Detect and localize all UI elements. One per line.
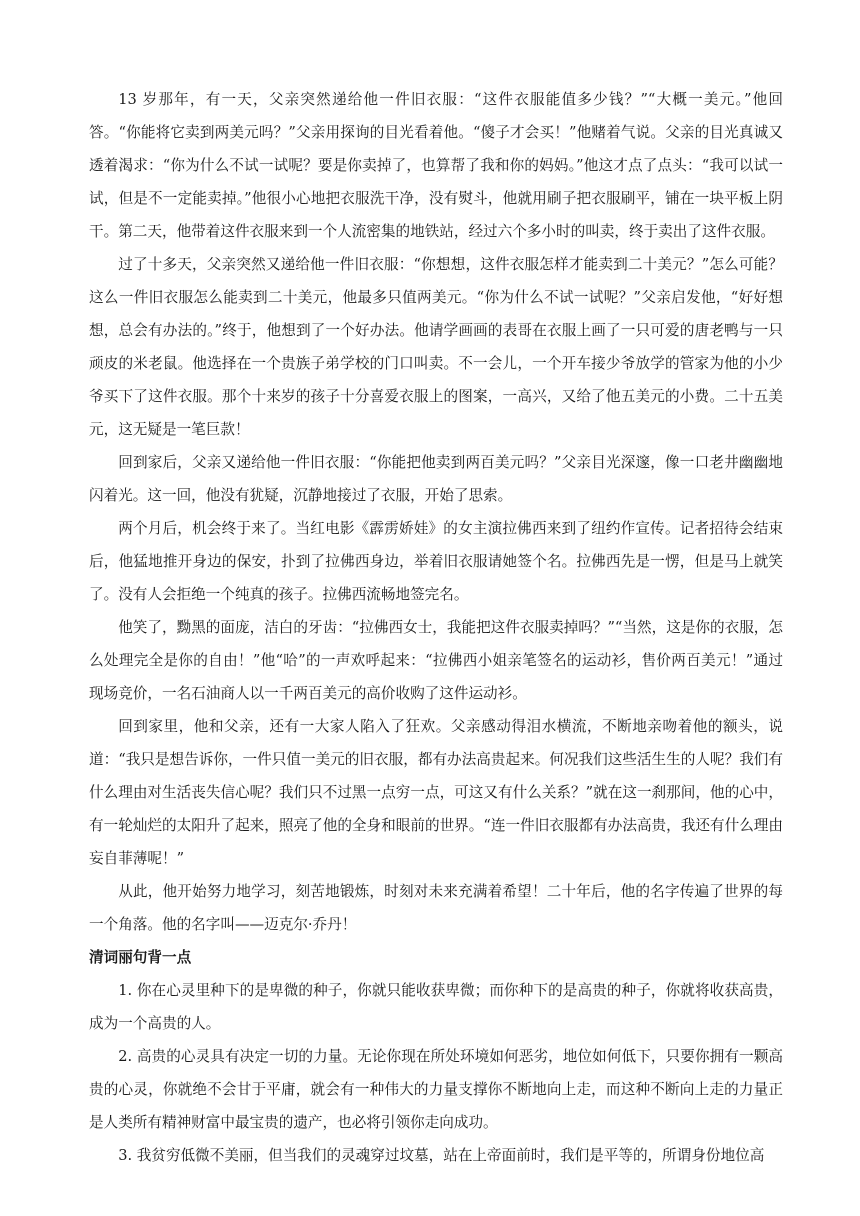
document-page [89,83,783,1172]
story-paragraph-1: 13 岁那年，有一天，父亲突然递给他一件旧衣服：“这件衣服能值多少钱？”“大概一美元。”他回答。“你能将它卖到两美元吗？”父亲用探询的目光看着他。“傻子才会买！”他赌着气说。父亲的目光真诚又透着渴求：“你为什么不试一试呢？要是你卖掉了，也算帮了我和你的妈妈。”他这才点了点头：“我可以试一试，但是不一定能卖掉。”他很小心地把衣服洗干净，没有熨斗，他就用刷子把衣服刷平，铺在一块平板上阴干。第二天，他带着这件衣服来到一个人流密集的地铁站，经过六个多小时的叫卖，终于卖出了这件衣服。 [89,91,783,240]
section-heading: 清词丽句背一点 [89,949,192,966]
story-paragraph-4: 两个月后，机会终于来了。当红电影《霹雳娇娃》的女主演拉佛西来到了纽约作宣传。记者招待会结束后，他猛地推开身边的保安，扑到了拉佛西身边，举着旧衣服请她签个名。拉佛西先是一愣，但是马上就笑了。没有人会拒绝一个纯真的孩子。拉佛西流畅地签完名。 [89,520,783,603]
story-paragraph-7: 从此，他开始努力地学习，刻苦地锻炼，时刻对未来充满着希望！二十年后，他的名字传遍了世界的每一个角落。他的名字叫——迈克尔·乔丹！ [89,883,783,933]
quote-item-1: 1. 你在心灵里种下的是卑微的种子，你就只能收获卑微；而你种下的是高贵的种子，你就将收获高贵，成为一个高贵的人。 [89,982,783,1032]
quote-item-3: 3. 我贫穷低微不美丽，但当我们的灵魂穿过坟墓，站在上帝面前时，我们是平等的，所谓身份地位高 [118,1147,765,1164]
story-paragraph-6: 回到家里，他和父亲，还有一大家人陷入了狂欢。父亲感动得泪水横流，不断地亲吻着他的额头，说道：“我只是想告诉你，一件只值一美元的旧衣服，都有办法高贵起来。何况我们这些活生生的人呢？我们有什么理由对生活丧失信心呢？我们只不过黑一点穷一点，可这又有什么关系？”就在这一刹那间，他的心中，有一轮灿烂的太阳升了起来，照亮了他的全身和眼前的世界。“连一件旧衣服都有办法高贵，我还有什么理由妄自菲薄呢！” [89,718,783,867]
story-paragraph-2: 过了十多天，父亲突然又递给他一件旧衣服：“你想想，这件衣服怎样才能卖到二十美元？”怎么可能？这么一件旧衣服怎么能卖到二十美元，他最多只值两美元。“你为什么不试一试呢？”父亲启发他，“好好想想，总会有办法的。”终于，他想到了一个好办法。他请学画画的表哥在衣服上画了一只可爱的唐老鸭与一只顽皮的米老鼠。他选择在一个贵族子弟学校的门口叫卖。不一会儿，一个开车接少爷放学的管家为他的小少爷买下了这件衣服。那个十来岁的孩子十分喜爱衣服上的图案，一高兴，又给了他五美元的小费。二十五美元，这无疑是一笔巨款！ [89,256,783,438]
quote-item-2: 2. 高贵的心灵具有决定一切的力量。无论你现在所处环境如何恶劣，地位如何低下，只要你拥有一颗高贵的心灵，你就绝不会甘于平庸，就会有一种伟大的力量支撑你不断地向上走，而这种不断向上走的力量正是人类所有精神财富中最宝贵的遗产，也必将引领你走向成功。 [89,1048,783,1131]
story-paragraph-5: 他笑了，黝黑的面庞，洁白的牙齿：“拉佛西女士，我能把这件衣服卖掉吗？”“当然，这是你的衣服，怎么处理完全是你的自由！”他“哈”的一声欢呼起来：“拉佛西小姐亲笔签名的运动衫，售价两百美元！”通过现场竞价，一名石油商人以一千两百美元的高价收购了这件运动衫。 [89,619,783,702]
story-paragraph-3: 回到家后，父亲又递给他一件旧衣服：“你能把他卖到两百美元吗？”父亲目光深邃，像一口老井幽幽地闪着光。这一回，他没有犹疑，沉静地接过了衣服，开始了思索。 [89,454,783,504]
